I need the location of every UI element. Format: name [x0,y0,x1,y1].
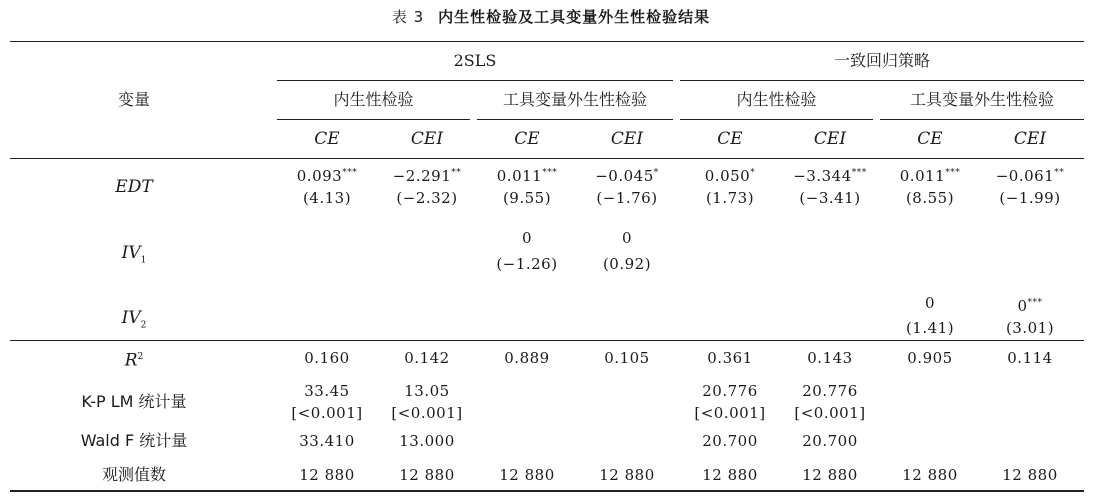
variable-header: 变量 [117,90,150,109]
row-label-kp-lm [0,392,268,412]
wald-value-6: 20.700 [802,432,858,450]
group-header-consistent: 一致回归策略 [833,51,930,70]
obs-value-4: 12 880 [599,466,655,484]
edt-t-4: (−1.76) [596,189,658,207]
column-header-1: CE [314,129,340,149]
edt-coef-5-stars: * [750,168,756,178]
wald-value-2: 13.000 [399,432,455,450]
row-label-iv2-subscript: 2 [140,320,147,331]
edt-coef-2-stars: ** [451,168,462,178]
edt-coef-6-stars: *** [851,168,867,178]
row-label-obs-text: 观测值数 [101,465,166,484]
subheader-exog-2: 工具变量外生性检验 [909,90,1054,109]
column-header-4: CEI [610,129,644,149]
edt-t-8: (−1.99) [999,189,1061,207]
iv2-t-8: (3.01) [1005,319,1055,337]
row-label-iv1-subscript: 1 [140,255,147,266]
kp-value-5: 20.776 [702,382,758,400]
iv2-coef-7 [880,293,980,313]
edt-coef-4 [577,163,677,186]
edt-coef-4-stars: * [653,168,659,178]
edt-coef-6 [780,163,880,186]
column-header-3: CE [514,129,540,149]
column-header-5: CE [717,129,743,149]
edt-coef-1-value: 0.093 [296,167,343,185]
r2-value-6: 0.143 [807,349,853,367]
sub-rule-2 [477,119,673,120]
bottom-rule [10,490,1084,492]
edt-coef-5 [680,163,780,186]
edt-coef-7-stars: *** [945,168,961,178]
group-header-2sls: 2SLS [453,51,497,70]
iv1-t-4: (0.92) [602,255,652,273]
edt-coef-7 [880,163,980,186]
wald-value-1: 33.410 [299,432,355,450]
table-title-text: 内生性检验及工具变量外生性检验结果 [438,8,711,26]
row-label-iv2 [0,308,268,335]
row-label-r2 [0,347,268,371]
obs-value-5: 12 880 [702,466,758,484]
edt-coef-2-value: −2.291 [392,167,452,185]
edt-coef-7-value: 0.011 [899,167,946,185]
subheader-endog-1: 内生性检验 [333,90,414,109]
row-label-r2-text: R [124,350,138,371]
obs-value-3: 12 880 [499,466,555,484]
r2-value-5: 0.361 [707,349,753,367]
obs-value-8: 12 880 [1002,466,1058,484]
iv1-coef-4 [577,228,677,248]
obs-value-7: 12 880 [902,466,958,484]
kp-p-5: [<0.001] [694,404,766,422]
iv1-coef-3 [477,228,577,248]
edt-coef-1-stars: *** [342,168,358,178]
kp-value-1: 33.45 [304,382,350,400]
row-label-wald-f [0,431,268,451]
edt-coef-2 [377,163,477,186]
edt-coef-1 [277,163,377,186]
iv1-t-3: (−1.26) [496,255,558,273]
column-header-6: CEI [813,129,847,149]
kp-value-2: 13.05 [404,382,450,400]
edt-coef-8-value: −0.061 [995,167,1055,185]
group-rule-2sls [277,80,673,81]
row-label-r2-superscript: 2 [137,352,144,362]
kp-p-6: [<0.001] [794,404,866,422]
row-label-edt-text: EDT [115,177,153,197]
obs-value-2: 12 880 [399,466,455,484]
body-mid-rule [10,340,1084,341]
edt-t-5: (1.73) [705,189,755,207]
kp-value-6: 20.776 [802,382,858,400]
r2-value-2: 0.142 [404,349,450,367]
edt-coef-8-stars: ** [1054,168,1065,178]
column-header-8: CEI [1013,129,1047,149]
edt-coef-4-value: −0.045 [595,167,654,185]
edt-coef-8 [980,163,1080,186]
iv2-coef-8 [980,293,1080,316]
edt-t-6: (−3.41) [799,189,861,207]
row-label-iv1 [0,243,268,270]
sub-rule-4 [880,119,1084,120]
edt-t-3: (9.55) [502,189,552,207]
r2-value-7: 0.905 [907,349,953,367]
sub-rule-3 [680,119,873,120]
column-header-7: CE [917,129,943,149]
top-rule [10,41,1084,42]
iv1-coef-3-value: 0 [521,229,533,247]
row-label-iv2-text: IV [121,308,141,328]
r2-value-8: 0.114 [1007,349,1053,367]
kp-p-1: [<0.001] [291,404,363,422]
obs-value-6: 12 880 [802,466,858,484]
r2-value-1: 0.160 [304,349,350,367]
sub-rule-1 [277,119,470,120]
row-label-edt [0,177,268,197]
edt-coef-6-value: −3.344 [793,167,852,185]
wald-value-5: 20.700 [702,432,758,450]
edt-coef-3-stars: *** [542,168,558,178]
header-bottom-rule [10,158,1084,159]
iv2-coef-7-value: 0 [924,294,936,312]
edt-t-7: (8.55) [905,189,955,207]
kp-p-2: [<0.001] [391,404,463,422]
group-rule-consistent [680,80,1084,81]
subheader-exog-1: 工具变量外生性检验 [502,90,647,109]
iv2-coef-8-stars: *** [1027,298,1043,308]
row-label-obs [0,465,268,485]
column-header-2: CEI [410,129,444,149]
edt-coef-3 [477,163,577,186]
iv2-t-7: (1.41) [905,319,955,337]
table-number: 表 3 [391,8,425,26]
r2-value-3: 0.889 [504,349,550,367]
table-title [0,6,1096,27]
edt-t-1: (4.13) [302,189,352,207]
row-label-wald-f-text: Wald F 统计量 [80,431,188,450]
edt-coef-3-value: 0.011 [496,167,543,185]
row-label-kp-lm-text: K-P LM 统计量 [81,392,187,411]
row-label-iv1-text: IV [121,243,141,263]
subheader-endog-2: 内生性检验 [736,90,817,109]
r2-value-4: 0.105 [604,349,650,367]
obs-value-1: 12 880 [299,466,355,484]
edt-t-2: (−2.32) [396,189,458,207]
edt-coef-5-value: 0.050 [704,167,751,185]
iv1-coef-4-value: 0 [621,229,633,247]
iv2-coef-8-value: 0 [1017,297,1028,315]
